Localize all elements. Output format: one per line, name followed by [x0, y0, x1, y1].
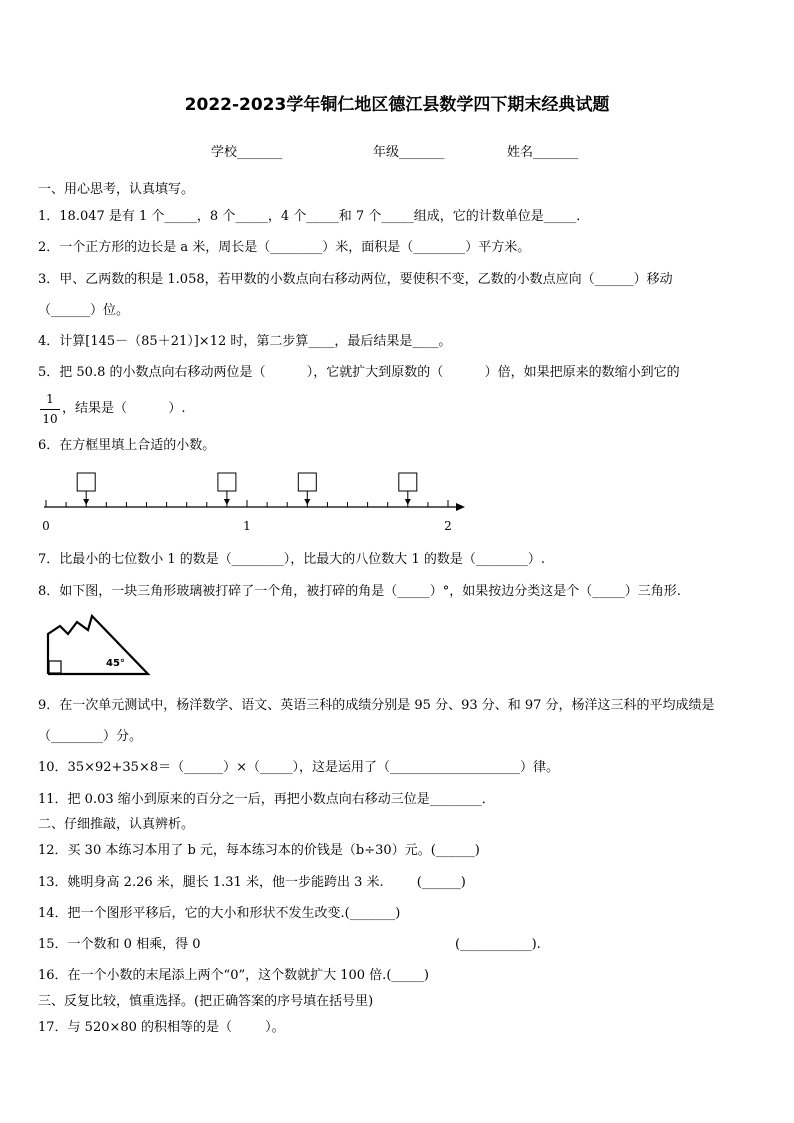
section-1-heading: 一、用心思考，认真填写。	[38, 182, 195, 197]
angle-label: 45°	[106, 658, 125, 669]
section-2-heading: 二、仔细推敲，认真辨析。	[38, 817, 195, 832]
question-1: 1．18.047 是有 1 个_____，8 个_____，4 个_____和 7 个_____组成，它的计数单位是_____．	[38, 209, 590, 224]
school-field: 学校_______	[211, 145, 283, 160]
question-2: 2．一个正方形的边长是 a 米，周长是（________）米，面积是（________）平方米。	[38, 240, 531, 255]
question-3-line-2: （______）位。	[38, 303, 130, 318]
fraction-numerator: 1	[46, 392, 54, 406]
question-17: 17．与 520×80 的积相等的是（ ）。	[38, 1020, 285, 1035]
question-9-line-2: （________）分。	[38, 729, 143, 744]
pointer-arrow-icon	[224, 499, 230, 505]
question-5-line-1: 5．把 50.8 的小数点向右移动两位是（ ），它就扩大到原数的（ ）倍，如果把原来的数缩小到它的	[38, 365, 680, 380]
question-7: 7．比最小的七位数小 1 的数是（________），比最大的八位数大 1 的数是（________）.	[38, 552, 545, 567]
number-line-label-0: 0	[42, 519, 50, 533]
pointer-arrow-icon	[304, 499, 310, 505]
answer-box	[218, 473, 236, 491]
question-4: 4．计算[145－（85＋21）]×12 时，第二步算____，最后结果是____。	[38, 334, 452, 349]
pointer-arrow-icon	[405, 499, 411, 505]
question-9-line-1: 9．在一次单元测试中，杨洋数学、语文、英语三科的成绩分别是 95 分、93 分、和 97 分，杨洋这三科的平均成绩是	[38, 698, 715, 713]
section-3-heading: 三、反复比较，慎重选择。(把正确答案的序号填在括号里)	[38, 994, 374, 1009]
question-10: 10．35×92+35×8＝（______）×（_____），这是运用了（____________________）律。	[38, 760, 560, 775]
answer-box	[399, 473, 417, 491]
pointer-arrow-icon	[83, 499, 89, 505]
number-line-arrow-icon	[456, 503, 465, 511]
number-line-label-2: 2	[444, 519, 452, 533]
question-12: 12．买 30 本练习本用了 b 元，每本练习本的价钱是（b÷30）元。(______)	[38, 843, 480, 858]
grade-field: 年级_______	[373, 145, 445, 160]
answer-box	[298, 473, 316, 491]
fraction-one-tenth	[40, 392, 60, 427]
number-line-label-1: 1	[243, 519, 251, 533]
fraction-denominator: 10	[42, 412, 58, 426]
question-3-line-1: 3．甲、乙两数的积是 1.058，若甲数的小数点向右移动两位，要使积不变，乙数的小数点应向（______）移动	[38, 272, 673, 287]
question-16: 16．在一个小数的末尾添上两个“0”，这个数就扩大 100 倍.(_____)	[38, 968, 429, 983]
question-8: 8．如下图，一块三角形玻璃被打碎了一个角，被打碎的角是（_____）°，如果按边分类这是个（_____）三角形.	[38, 584, 681, 599]
page-title: 2022-2023学年铜仁地区德江县数学四下期末经典试题	[184, 95, 610, 115]
number-line-figure	[36, 470, 476, 540]
question-5-line-2: ，结果是（ ）.	[62, 401, 186, 416]
question-14: 14．把一个图形平移后，它的大小和形状不发生改变.(_______)	[38, 906, 401, 921]
right-angle-mark	[49, 661, 61, 673]
fraction-bar	[40, 409, 60, 410]
question-6: 6．在方框里填上合适的小数。	[38, 438, 216, 453]
number-line-ticks	[46, 500, 448, 507]
broken-triangle-outline	[48, 616, 148, 674]
broken-triangle-figure	[44, 612, 154, 677]
question-13: 13．姚明身高 2.26 米，腿长 1.31 米，他一步能跨出 3 米. (______)	[38, 875, 466, 890]
question-15-answer: (___________).	[455, 937, 541, 952]
name-field: 姓名_______	[507, 145, 579, 160]
question-15: 15．一个数和 0 相乘，得 0	[38, 937, 201, 952]
question-11: 11．把 0.03 缩小到原来的百分之一后，再把小数点向右移动三位是________．	[38, 792, 495, 807]
answer-box	[77, 473, 95, 491]
